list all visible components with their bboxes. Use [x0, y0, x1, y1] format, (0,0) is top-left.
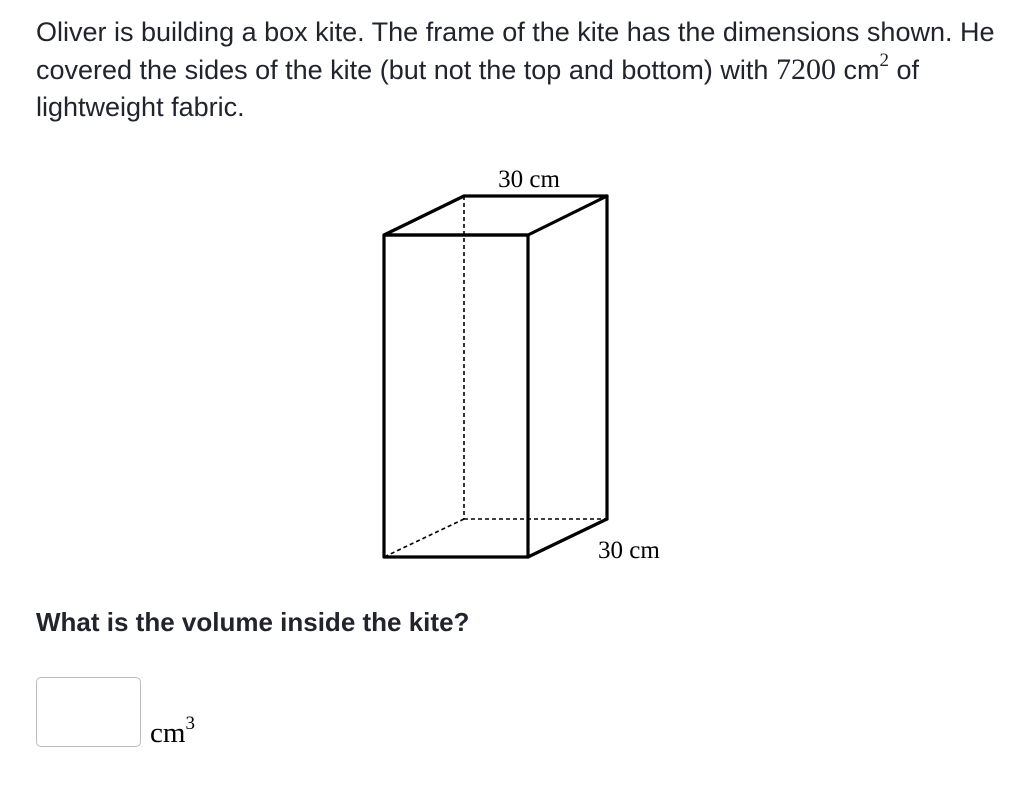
question-text: What is the volume inside the kite?	[36, 607, 470, 637]
problem-text-intro: Oliver is building a box kite. The frame of the kite has the dimensions shown. He covered the sides of the kite (but not the top and bottom) with	[36, 17, 995, 85]
top-face	[384, 196, 607, 235]
answer-input[interactable]	[36, 677, 141, 747]
answer-unit-exponent: 3	[185, 713, 195, 734]
problem-statement	[36, 14, 1021, 126]
visible-edges	[384, 196, 607, 557]
problem-text-outro: of lightweight fabric.	[36, 55, 919, 122]
hidden-left-bottom-edge	[384, 519, 464, 557]
fabric-area-value: 7200	[775, 53, 836, 86]
answer-unit	[150, 713, 195, 750]
answer-unit-base: cm	[150, 717, 186, 749]
hidden-edges	[384, 196, 607, 557]
front-face	[384, 235, 528, 557]
base-edge-label: 30 cm	[598, 537, 660, 564]
fabric-area-expression	[775, 50, 889, 86]
right-bottom-edge	[528, 519, 607, 557]
fabric-area-unit: cm	[843, 55, 880, 85]
top-edge-label: 30 cm	[498, 166, 560, 193]
fabric-area-exponent: 2	[879, 50, 889, 71]
